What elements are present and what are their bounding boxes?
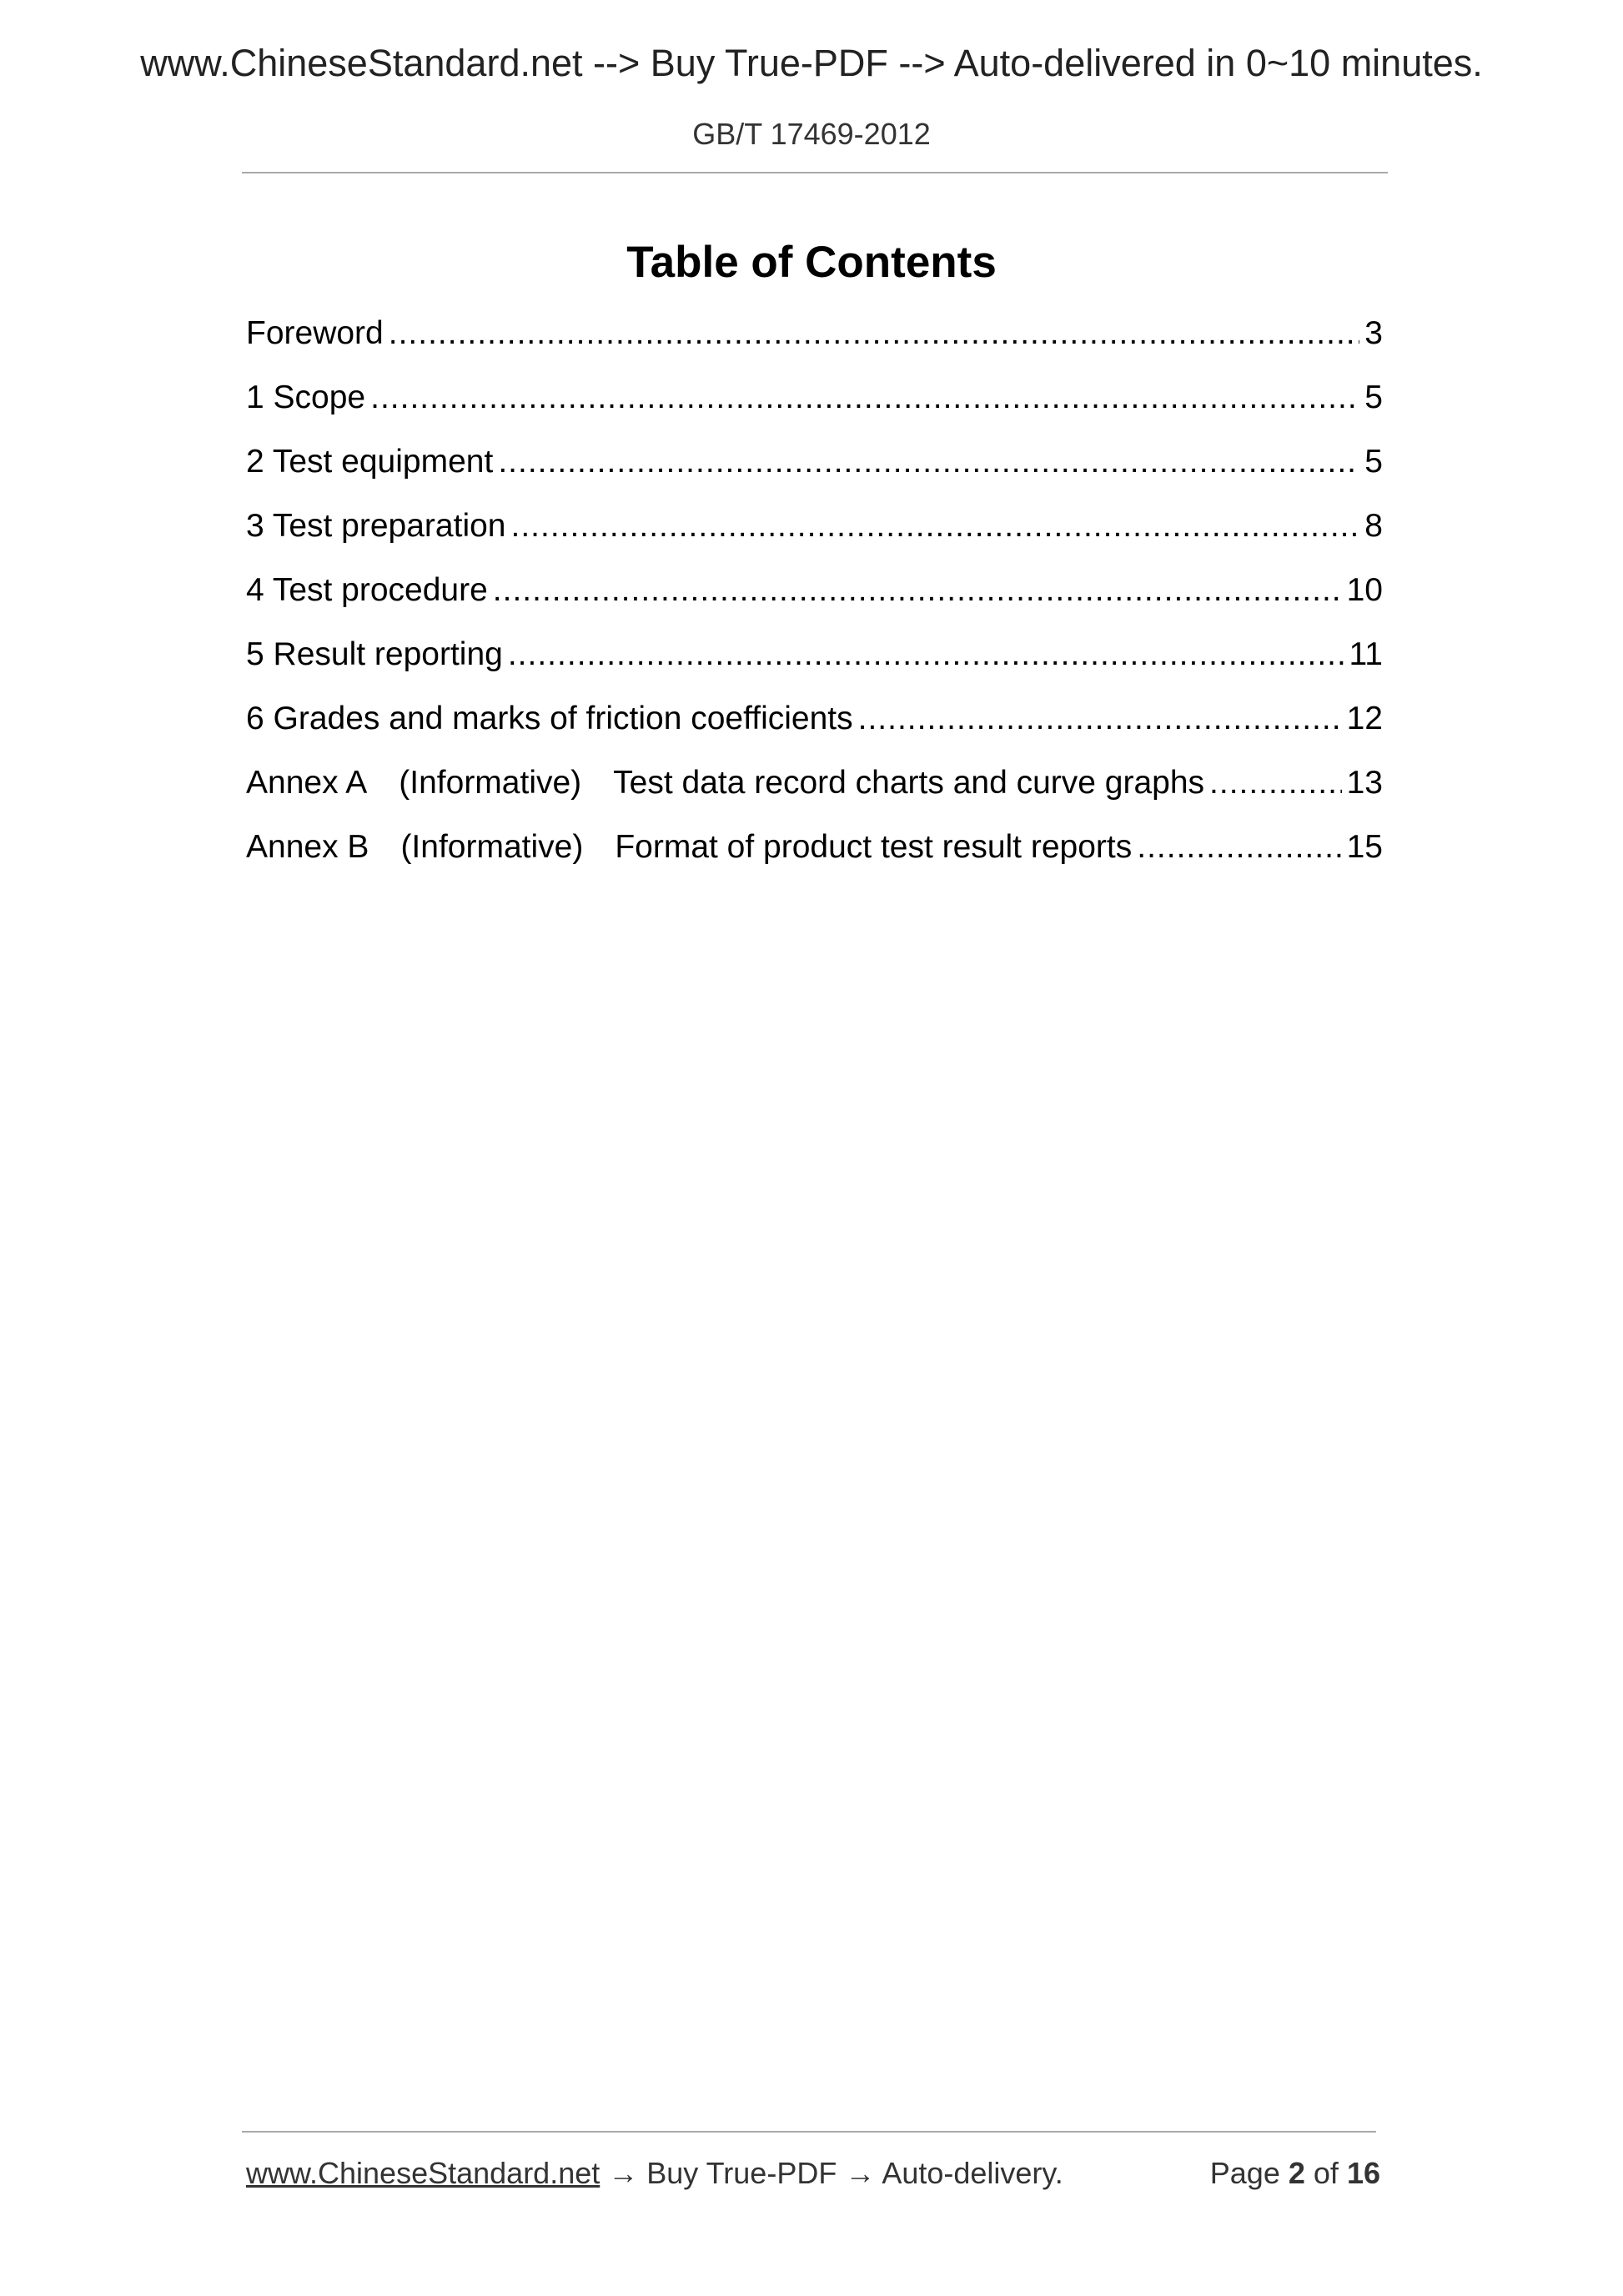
annex-type: (Informative)	[399, 765, 582, 801]
toc-entry-grades-and-marks[interactable]	[246, 701, 1383, 765]
toc-dot-leader	[493, 572, 1342, 609]
toc-entry-test-preparation[interactable]	[246, 508, 1383, 572]
toc-entry-result-reporting[interactable]	[246, 636, 1383, 701]
toc-page-number: 15	[1346, 829, 1383, 865]
toc-dot-leader	[858, 701, 1342, 737]
document-code: GB/T 17469-2012	[692, 117, 931, 151]
toc-entry-label: 1 Scope	[246, 379, 366, 415]
toc-dot-leader	[1209, 765, 1342, 801]
toc-entry-test-equipment[interactable]	[246, 444, 1383, 508]
toc-entry-scope[interactable]	[246, 379, 1383, 444]
current-page-number: 2	[1288, 2156, 1305, 2190]
page-footer	[246, 2156, 1380, 2191]
toc-entry-annex-b[interactable]	[246, 829, 1383, 893]
toc-page-number: 11	[1349, 636, 1383, 672]
toc-page-number: 5	[1364, 444, 1383, 480]
annex-type: (Informative)	[400, 829, 584, 865]
toc-list	[246, 315, 1383, 893]
toc-entry-foreword[interactable]	[246, 315, 1383, 379]
toc-title: Table of Contents	[626, 238, 997, 287]
footer-website-link[interactable]: www.ChineseStandard.net	[246, 2156, 600, 2190]
toc-entry-label: Foreword	[246, 315, 384, 351]
toc-entry-label: 4 Test procedure	[246, 572, 488, 608]
annex-letter: Annex A	[246, 765, 368, 801]
toc-page-number: 13	[1346, 765, 1383, 801]
toc-entry-label: 5 Result reporting	[246, 636, 503, 672]
annex-letter: Annex B	[246, 829, 369, 865]
toc-entry-annex-a[interactable]	[246, 765, 1383, 829]
toc-entry-test-procedure[interactable]	[246, 572, 1383, 636]
toc-entry-label: 6 Grades and marks of friction coefficients	[246, 701, 853, 736]
toc-page-number: 10	[1346, 572, 1383, 608]
toc-annex-heading	[246, 829, 1132, 866]
toc-page-number: 12	[1346, 701, 1383, 736]
toc-page-number: 8	[1364, 508, 1383, 544]
toc-page-number: 3	[1364, 315, 1383, 351]
toc-dot-leader	[370, 379, 1359, 416]
toc-entry-label: Test data record charts and curve graphs	[613, 765, 1205, 801]
toc-entry-label: Format of product test result reports	[615, 829, 1133, 865]
toc-page-number: 5	[1364, 379, 1383, 415]
total-page-count: 16	[1346, 2156, 1380, 2190]
page-indicator	[1210, 2156, 1380, 2191]
top-banner[interactable]: www.ChineseStandard.net --> Buy True-PDF --> Auto-delivered in 0~10 minutes.	[140, 42, 1483, 84]
toc-dot-leader	[508, 636, 1344, 673]
toc-dot-leader	[511, 508, 1360, 545]
toc-dot-leader	[498, 444, 1359, 480]
toc-entry-label: 2 Test equipment	[246, 444, 494, 480]
header-divider	[242, 172, 1388, 173]
toc-dot-leader	[389, 315, 1360, 352]
footer-divider	[242, 2131, 1376, 2133]
toc-annex-heading	[246, 765, 1204, 801]
toc-dot-leader	[1137, 829, 1341, 866]
toc-entry-label: 3 Test preparation	[246, 508, 506, 544]
footer-tagline: → Buy True-PDF → Auto-delivery.	[600, 2156, 1063, 2190]
of-word: of	[1313, 2156, 1339, 2190]
page-word: Page	[1209, 2156, 1280, 2190]
